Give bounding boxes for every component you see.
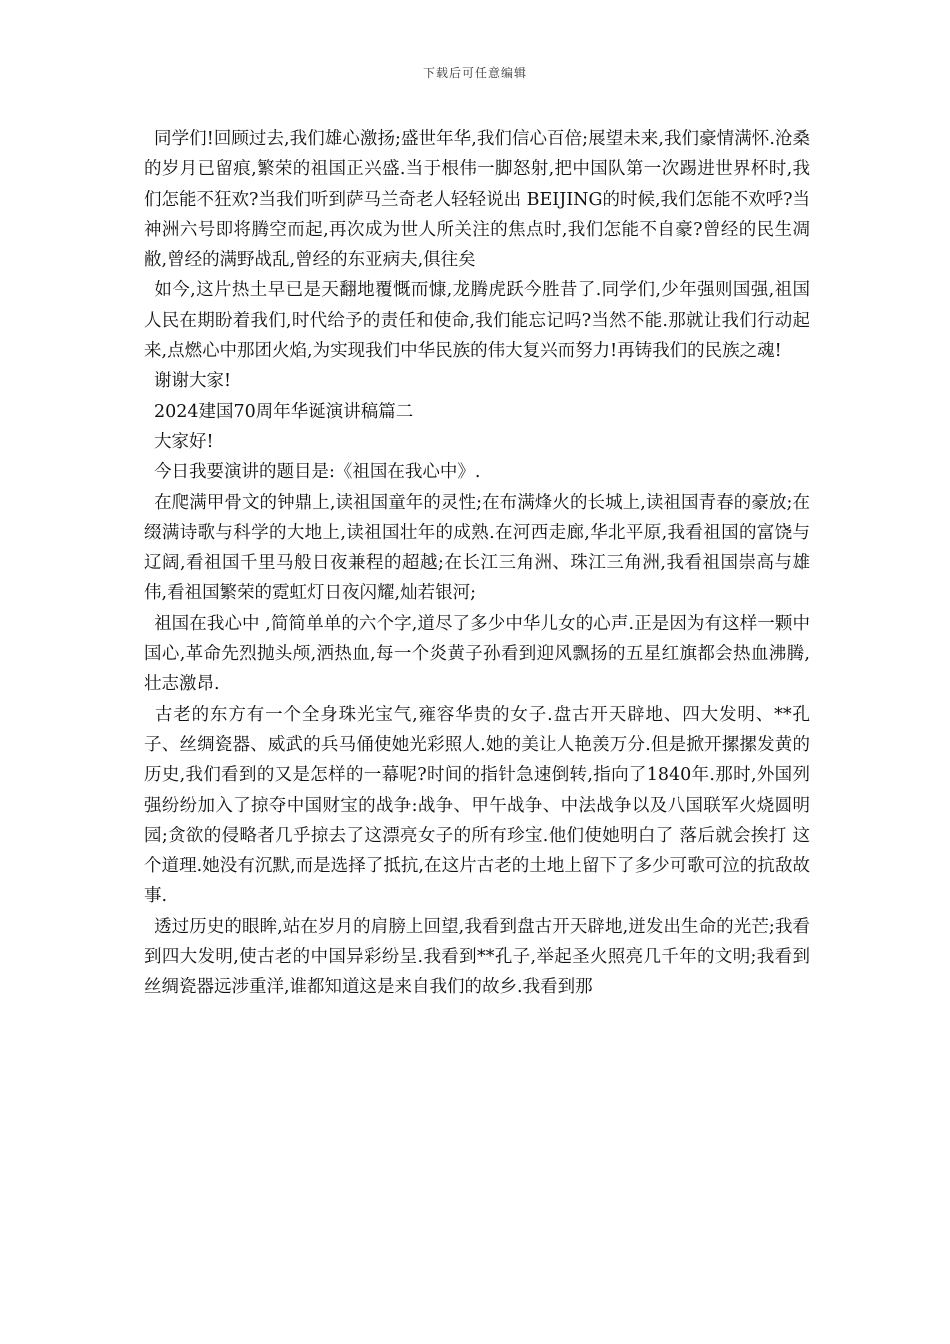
paragraph-3: 谢谢大家! <box>154 371 232 392</box>
section-title: 2024建国70周年华诞演讲稿篇二 <box>154 401 414 422</box>
speech-topic: 今日我要演讲的题目是:《祖国在我心中》. <box>154 462 481 483</box>
paragraph-2: 如今,这片热土早已是天翻地覆慨而慷,龙腾虎跃今胜昔了.同学们,少年强则国强,祖国人民在期盼着我们,时代给予的责任和使命,我们能忘记吗?当然不能.那就让我们行动起来,点燃心中那团火焰,为实现我们中华民族的伟大复兴而努力!再铸我们的民族之魂! <box>144 280 810 362</box>
paragraph-1: 同学们!回顾过去,我们雄心激扬;盛世年华,我们信心百倍;展望未来,我们豪情满怀.沧桑的岁月已留痕,繁荣的祖国正兴盛.当于根伟一脚怒射,把中国队第一次踢进世界杯时,我们怎能不狂欢?当我们听到萨马兰奇老人轻轻说出 BEIJING的时候,我们怎能不欢呼?当神洲六号即将腾空而起,再次成为世人所关注的焦点时,我们怎能不自豪?曾经的民生凋敝,曾经的满野战乱,曾经的东亚病夫,俱往矣 <box>144 129 810 271</box>
document-body <box>144 124 810 1003</box>
paragraph-7: 在爬满甲骨文的钟鼎上,读祖国童年的灵性;在布满烽火的长城上,读祖国青春的豪放;在缀满诗歌与科学的大地上,读祖国壮年的成熟.在河西走廊,华北平原,我看祖国的富饶与辽阔,看祖国千里马般日夜兼程的超越;在长江三角洲、珠江三角洲,我看祖国崇高与雄伟,看祖国繁荣的霓虹灯日夜闪耀,灿若银河; <box>144 492 810 604</box>
paragraph-8: 祖国在我心中 ,简简单单的六个字,道尽了多少中华儿女的心声.正是因为有这样一颗中国心,革命先烈抛头颅,洒热血,每一个炎黄子孙看到迎风飘扬的五星红旗都会热血沸腾,壮志激昂. <box>144 613 810 695</box>
paragraph-9: 古老的东方有一个全身珠光宝气,雍容华贵的女子.盘古开天辟地、四大发明、**孔子、丝绸瓷器、威武的兵马俑使她光彩照人.她的美让人艳羡万分.但是掀开摞摞发黄的历史,我们看到的又是怎样的一幕呢?时间的指针急速倒转,指向了1840年.那时,外国列强纷纷加入了掠夺中国财宝的战争:战争、甲午战争、中法战争以及八国联军火烧圆明园;贪欲的侵略者几乎掠去了这漂亮女子的所有珍宝.他们使她明白了 落后就会挨打 这个道理.她没有沉默,而是选择了抵抗,在这片古老的土地上留下了多少可歌可泣的抗敌故事. <box>144 704 810 907</box>
paragraph-10: 透过历史的眼眸,站在岁月的肩膀上回望,我看到盘古开天辟地,迸发出生命的光芒;我看到四大发明,使古老的中国异彩纷呈.我看到**孔子,举起圣火照亮几千年的文明;我看到丝绸瓷器远涉重洋,谁都知道这是来自我们的故乡.我看到那 <box>144 916 810 998</box>
page-header: 下载后可任意编辑 <box>422 66 527 80</box>
greeting: 大家好! <box>154 431 214 452</box>
